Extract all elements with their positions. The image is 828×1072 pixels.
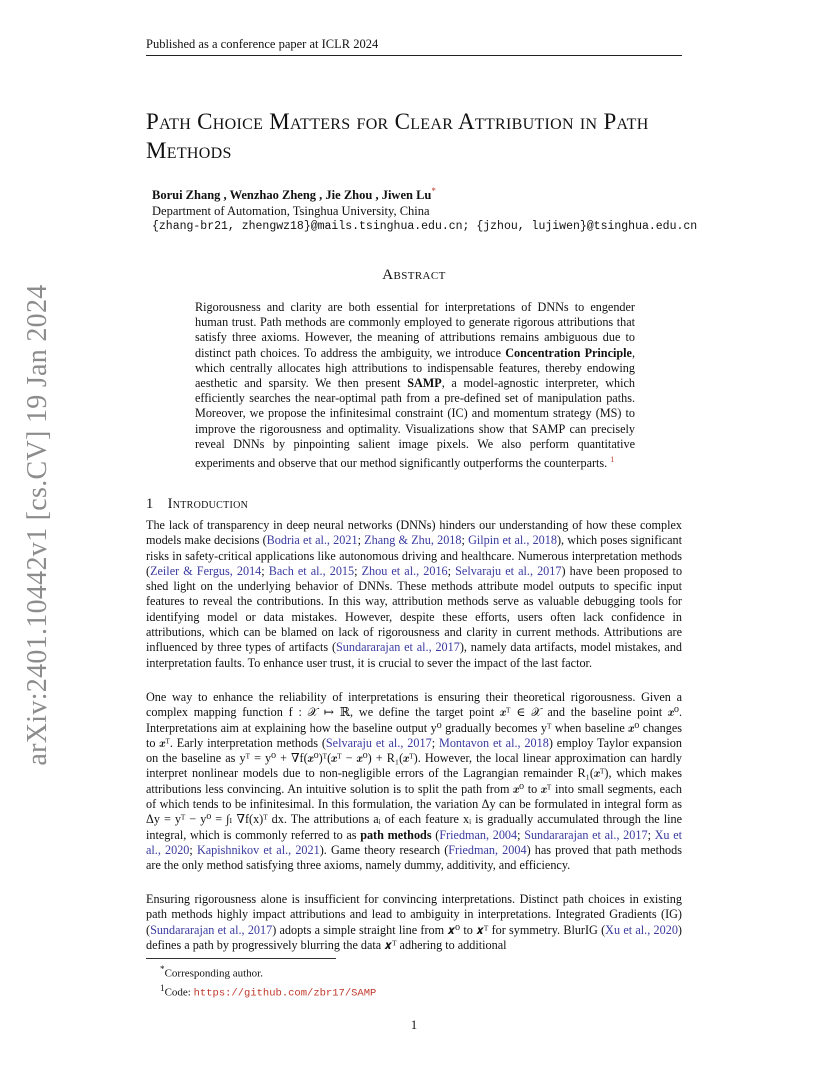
author-names: Borui Zhang , Wenzhao Zheng , Jie Zhou , Jiwen Lu (152, 188, 432, 203)
citation-link[interactable]: Selvaraju et al., 2017 (455, 563, 562, 578)
abstract-bold-term: SAMP (407, 376, 442, 391)
affiliation: Department of Automation, Tsinghua University, China (152, 204, 430, 219)
running-header: Published as a conference paper at ICLR 2024 (146, 37, 379, 51)
paper-title: Path Choice Matters for Clear Attribution in Path Methods (146, 109, 649, 163)
citation-link[interactable]: Xu et al., 2020 (605, 922, 678, 937)
paragraph-text: ). Game theory research ( (319, 842, 449, 857)
footnotes (160, 962, 376, 1000)
citation-link[interactable]: Zeiler & Fergus, 2014 (150, 563, 262, 578)
citation-link[interactable]: Sundararajan et al., 2017 (150, 922, 273, 937)
paragraph-text: ) have been proposed to shed light on the underlying behavior of DNNs. These methods attribute model outputs to specific input features to reveal the contributions. In this way, attribution methods serve as valuable debugging tools for identifying model or data mistakes. However, despite these efforts, users often lack confidence in attributions, which can be blamed on lack of rigorousness and clarity in current methods. Attributions are influenced by three types of artifacts ( (146, 563, 683, 655)
section-number: 1 (146, 496, 154, 512)
abstract-text: , a model-agnostic interpreter, which efficiently searches the near-optimal path from a pre-defined set of manipulation paths. Moreover, we propose the infinitesimal constraint (IC) and momentum strategy (MS) to improve the rigorousness and optimality. Visualizations show that SAMP can precisely reveal DNNs by pinpointing salient image pixels. We also perform quantitative experiments and observe that our method significantly outperforms the counterparts. (195, 376, 635, 471)
citation-link[interactable]: Friedman, 2004 (439, 827, 518, 842)
citation-link[interactable]: Friedman, 2004 (448, 842, 527, 857)
paragraph-text: ) defines a path by progressively blurring the data 𝒙ᵀ adhering to additional (146, 922, 682, 952)
footnote (160, 962, 376, 981)
paragraph-text: ; (447, 563, 456, 578)
citation-link[interactable]: Kapishnikov et al., 2021 (196, 842, 320, 857)
paragraph-text: One way to enhance the reliability of interpretations is ensuring their theoretical rigorousness. Given a complex mapping function f : 𝒳 ↦ ℝ, we define the target point 𝒙ᵀ ∈ 𝒳 and the baseline point 𝒙⁰. Interpretations aim at explaining how the baseline output y⁰ gradually becomes yᵀ when baseline 𝒙⁰ changes to 𝒙ᵀ. Early interpretation methods ( (146, 690, 682, 750)
abstract-heading: Abstract (382, 267, 446, 283)
page-number: 1 (410, 1018, 418, 1032)
paragraph-text: ; (357, 533, 365, 548)
footnote (160, 981, 376, 1001)
paragraph-text: ; (647, 827, 655, 842)
citation-link[interactable]: Montavon et al., 2018 (438, 735, 549, 750)
citation-link[interactable]: Bodria et al., 2021 (266, 533, 358, 548)
author-emails: {zhang-br21, zhengwz18}@mails.tsinghua.edu.cn; {jzhou, lujiwen}@tsinghua.edu.cn (152, 220, 698, 234)
abstract-body (195, 300, 635, 471)
paragraph-text: ) adopts a simple straight line from 𝒙⁰ to 𝒙ᵀ for symmetry. BlurIG ( (272, 922, 606, 937)
citation-link[interactable]: Zhang & Zhu, 2018 (364, 533, 462, 548)
paragraph-text: ) has proved that path methods are the only method satisfying three axioms, namely dummy, additivity, and efficiency. (146, 842, 682, 873)
section-heading (146, 496, 248, 513)
citation-link[interactable]: Xu et al., 2020 (146, 827, 682, 857)
abstract-bold-term: Concentration Principle (505, 345, 632, 360)
paragraph (146, 518, 682, 671)
paragraph-text: Ensuring rigorousness alone is insufficient for convincing interpretations. Distinct path choices in existing path methods highly impact attributions and lead to ambiguity in interpretations. Integrated Gradients (IG) ( (146, 892, 682, 937)
citation-link[interactable]: Gilpin et al., 2018 (468, 533, 557, 548)
footnote-text: Code: (164, 986, 194, 999)
arxiv-id: arXiv:2401.10442v1 [cs.CV] 19 Jan 2024 (22, 284, 53, 766)
paragraph-text: The lack of transparency in deep neural networks (DNNs) hinders our understanding of how these complex models make decisions ( (146, 518, 682, 548)
paragraph-text: ( (431, 827, 440, 842)
paragraph (146, 690, 682, 874)
author-block (152, 183, 697, 235)
code-link[interactable]: https://github.com/zbr17/SAMP (193, 987, 377, 1000)
corresponding-mark: * (431, 186, 436, 196)
arxiv-stamp (18, 284, 58, 766)
paragraph-text: ; (354, 563, 362, 578)
footnote-text: Corresponding author. (164, 967, 263, 980)
paragraph-text: ), namely data artifacts, model mistakes, and interpretation faults. To enhance user trust, it is crucial to sever the impact of the last factor. (146, 640, 683, 670)
paragraph-text: ; (261, 563, 269, 578)
paragraph-text: ; (431, 735, 439, 750)
citation-link[interactable]: Zhou et al., 2016 (361, 563, 448, 578)
bold-term: path methods (360, 827, 432, 842)
footnote-mark: * (160, 964, 165, 974)
header-rule (146, 55, 682, 56)
footnote-link[interactable]: 1 (610, 455, 615, 465)
footnote-rule (146, 958, 336, 959)
abstract-text: , which centrally allocates high attributions to indispensable features, thereby endowing aesthetic and sparsity. We then present (195, 345, 635, 391)
paragraph-text: ; (517, 827, 525, 842)
section-title: Introduction (167, 496, 249, 512)
citation-link[interactable]: Selvaraju et al., 2017 (325, 735, 432, 750)
abstract-text: Rigorousness and clarity are both essential for interpretations of DNNs to engender human trust. Path methods are commonly employed to generate rigorous attributions that satisfy three axioms. However, the meaning of attributions remains ambiguous due to distinct path choices. To address the ambiguity, we introduce (195, 300, 635, 360)
paragraph-text: ; (461, 533, 469, 548)
citation-link[interactable]: Sundararajan et al., 2017 (524, 827, 648, 842)
citation-link[interactable]: Bach et al., 2015 (268, 563, 355, 578)
paragraph-text: ) employ Taylor expansion on the baseline as yᵀ = y⁰ + ∇f(𝒙⁰)ᵀ(𝒙ᵀ − 𝒙⁰) + R₁(𝒙ᵀ). However, the local linear approximation can hardly interpret nonlinear models due to non-negligible errors of the Lagrangian remainder R₁(𝒙ᵀ), which makes attributions less convincing. An intuitive solution is to split the path from 𝒙⁰ to 𝒙ᵀ into small segments, each of which tends to be infinitesimal. In this formulation, the variation Δy can be formulated in integral form as Δy = yᵀ − y⁰ = ∫ₗ ∇f(x)ᵀ dx. The attributions aᵢ of each feature xᵢ is gradually accumulated through the line integral, which is commonly referred to as (146, 735, 682, 842)
paragraph (146, 892, 682, 953)
citation-link[interactable]: Sundararajan et al., 2017 (336, 640, 460, 655)
paragraph-text: ), which poses significant risks in safety-critical applications like autonomous driving and healthcare. Numerous interpretation methods ( (146, 533, 683, 578)
paragraph-text: ; (189, 842, 197, 857)
footnote-mark: 1 (160, 982, 165, 993)
